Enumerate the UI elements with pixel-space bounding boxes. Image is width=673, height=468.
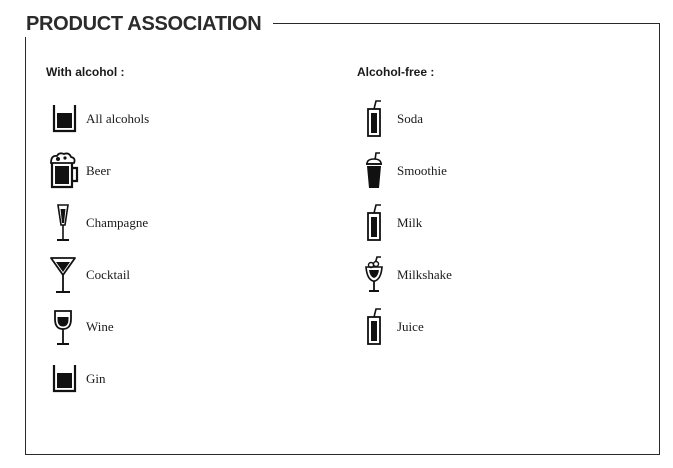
alcohol-list (46, 111, 150, 425)
item-label: Champagne (86, 215, 149, 230)
item-label: Milk (397, 215, 423, 230)
alcohol-free-list (357, 111, 452, 373)
wine-glass-icon (48, 307, 78, 347)
item-label: Soda (397, 111, 423, 126)
smoothie-cup-icon (359, 151, 389, 191)
item-label: Milkshake (397, 267, 452, 282)
column-alcohol-free (357, 63, 452, 373)
champagne-flute-icon (48, 203, 78, 243)
lowball-glass-icon (48, 359, 78, 399)
lowball-glass-icon (48, 99, 78, 139)
column-heading-alcohol-free: Alcohol-free : (357, 65, 435, 79)
milkshake-glass-icon (359, 255, 389, 295)
straw-glass-icon (359, 203, 389, 243)
column-with-alcohol (46, 63, 150, 425)
item-label: All alcohols (86, 111, 150, 126)
item-label: Gin (86, 371, 106, 386)
cocktail-glass-icon (48, 255, 78, 295)
beer-mug-icon (48, 151, 78, 191)
list-item-juice (357, 321, 434, 373)
item-label: Juice (397, 319, 424, 334)
item-label: Beer (86, 163, 111, 178)
straw-glass-icon (359, 99, 389, 139)
item-label: Smoothie (397, 163, 447, 178)
list-item-gin (46, 373, 125, 425)
item-label: Wine (86, 319, 114, 334)
straw-glass-icon (359, 307, 389, 347)
section-title: PRODUCT ASSOCIATION (20, 11, 273, 37)
item-label: Cocktail (86, 267, 131, 282)
column-heading-alcohol: With alcohol : (46, 65, 125, 79)
